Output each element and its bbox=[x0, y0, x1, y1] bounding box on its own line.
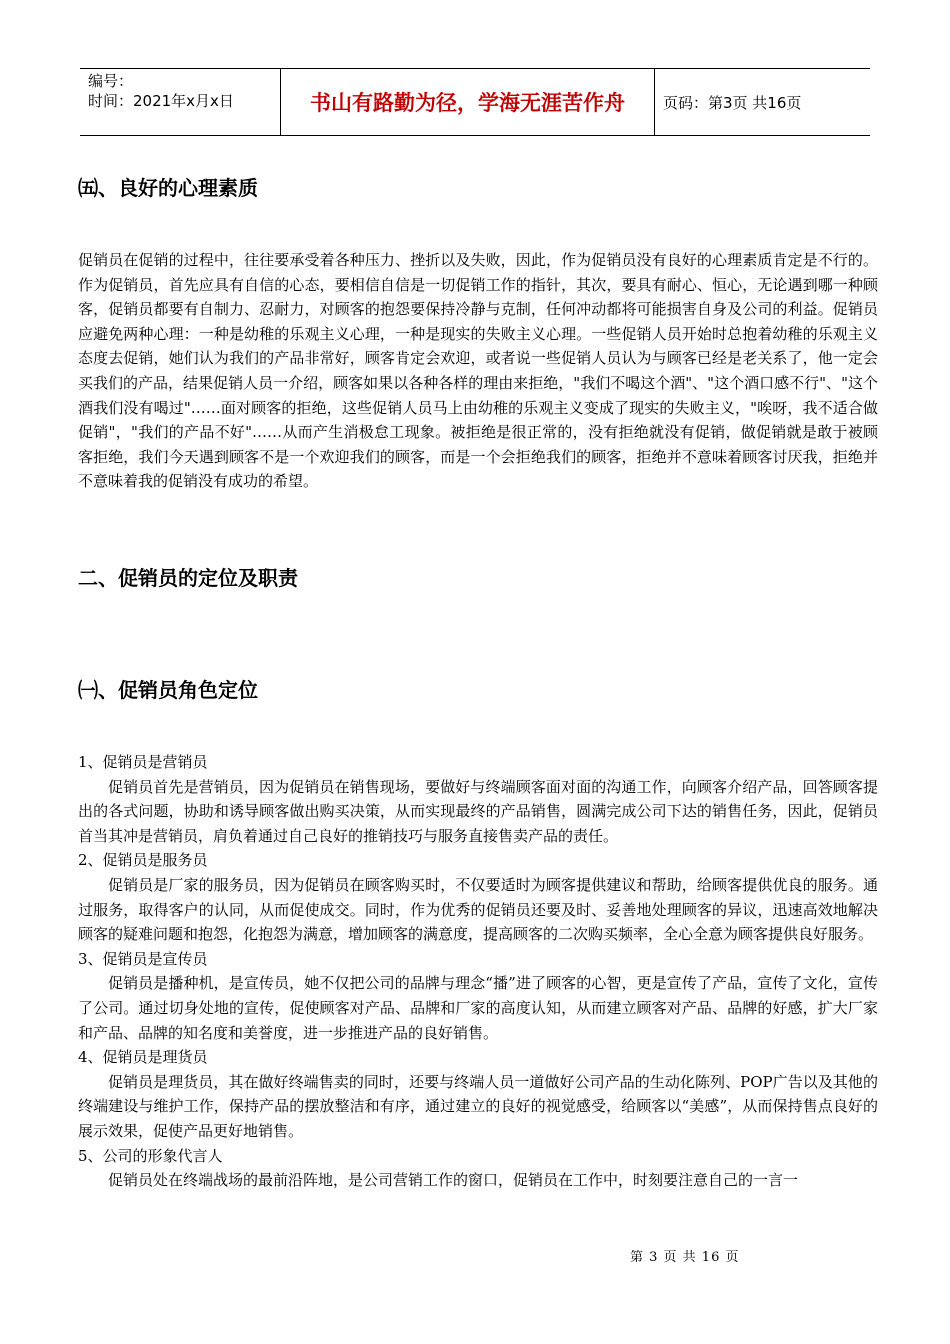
section-body-psychology: 促销员在促销的过程中，往往要承受着各种压力、挫折以及失败，因此，作为促销员没有良好的心理素质肯定是不行的。作为促销员，首先应具有自信的心态，要相信自信是一切促销工作的指针，其次，要具有耐心、恒心，无论遇到哪一种顾客，促销员都要有自制力、忍耐力，对顾客的抱怨要保持冷静与克制，任何冲动都将可能损害自身及公司的利益。促销员应避免两种心理：一种是幼稚的乐观主义心理，一种是现实的失败主义心理。一些促销人员开始时总抱着幼稚的乐观主义态度去促销，她们认为我们的产品非常好，顾客肯定会欢迎，或者说一些促销人员认为与顾客已经是老关系了，他一定会买我们的产品，结果促销人员一介绍，顾客如果以各种各样的理由来拒绝，"我们不喝这个酒"、"这个酒口感不行"、"这个酒我们没有喝过"……面对顾客的拒绝，这些促销人员马上由幼稚的乐观主义变成了现实的失败主义，"唉呀，我不适合做促销"，"我们的产品不好"……从而产生消极怠工现象。被拒绝是很正常的，没有拒绝就没有促销，做促销就是敢于被顾客拒绝，我们今天遇到顾客不是一个欢迎我们的顾客，而是一个会拒绝我们的顾客，拒绝并不意味着顾客讨厌我，拒绝并不意味着我的促销没有成功的希望。 bbox=[78, 251, 878, 491]
role-item-title: 5、公司的形象代言人 bbox=[78, 1146, 223, 1165]
role-item-body: 促销员首先是营销员，因为促销员在销售现场，要做好与终端顾客面对面的沟通工作，向顾客介绍产品，回答顾客提出的各式问题，协助和诱导顾客做出购买决策，从而实现最终的产品销售，圆满完成公司下达的销售任务，因此，促销员首当其冲是营销员，肩负着通过自己良好的推销技巧与服务直接售卖产品的责任。 bbox=[78, 777, 878, 845]
role-item-title: 2、促销员是服务员 bbox=[78, 851, 208, 870]
header-meta bbox=[80, 69, 280, 135]
role-item-list bbox=[78, 750, 878, 1193]
header-motto: 书山有路勤为径，学海无涯苦作舟 bbox=[280, 69, 655, 135]
section-title-role-duties: 二、促销员的定位及职责 bbox=[78, 566, 298, 590]
role-item-body: 促销员是播种机，是宣传员，她不仅把公司的品牌与理念“播”进了顾客的心智，更是宣传了产品，宣传了文化，宣传了公司。通过切身处地的宣传，促使顾客对产品、品牌和厂家的高度认知，从而建立顾客对产品、品牌的好感，扩大厂家和产品、品牌的知名度和美誉度，进一步推进产品的良好销售。 bbox=[78, 974, 878, 1042]
role-item-body: 促销员是厂家的服务员，因为促销员在顾客购买时，不仅要适时为顾客提供建议和帮助，给顾客提供优良的服务。通过服务，取得客户的认同，从而促使成交。同时，作为优秀的促销员还要及时、妥善地处理顾客的异议，迅速高效地解决顾客的疑难问题和抱怨，化抱怨为满意，增加顾客的满意度，提高顾客的二次购买频率，全心全意为顾客提供良好服务。 bbox=[78, 875, 878, 944]
page-footer: 第 3 页 共 16 页 bbox=[630, 1250, 740, 1265]
role-item-title: 4、促销员是理货员 bbox=[78, 1048, 208, 1067]
header-page-info: 页码：第3页 共16页 bbox=[663, 93, 802, 112]
role-item-title: 3、促销员是宣传员 bbox=[78, 949, 208, 968]
header-time: 时间：2021年x月x日 bbox=[88, 92, 234, 110]
section-title-psychology: ㈤、良好的心理素质 bbox=[78, 176, 258, 200]
section-title-role-positioning: ㈠、促销员角色定位 bbox=[78, 678, 258, 702]
role-item-body: 促销员是理货员，其在做好终端售卖的同时，还要与终端人员一道做好公司产品的生动化陈列、POP广告以及其他的终端建设与维护工作，保持产品的摆放整洁和有序，通过建立的良好的视觉感受，给顾客以“美感”，从而保持售点良好的展示效果，促使产品更好地销售。 bbox=[78, 1072, 878, 1140]
role-item-body: 促销员处在终端战场的最前沿阵地，是公司营销工作的窗口，促销员在工作中，时刻要注意自己的一言一 bbox=[108, 1171, 799, 1190]
document-header bbox=[80, 68, 870, 136]
header-number: 编号： bbox=[88, 72, 134, 90]
role-item-title: 1、促销员是营销员 bbox=[78, 753, 208, 771]
